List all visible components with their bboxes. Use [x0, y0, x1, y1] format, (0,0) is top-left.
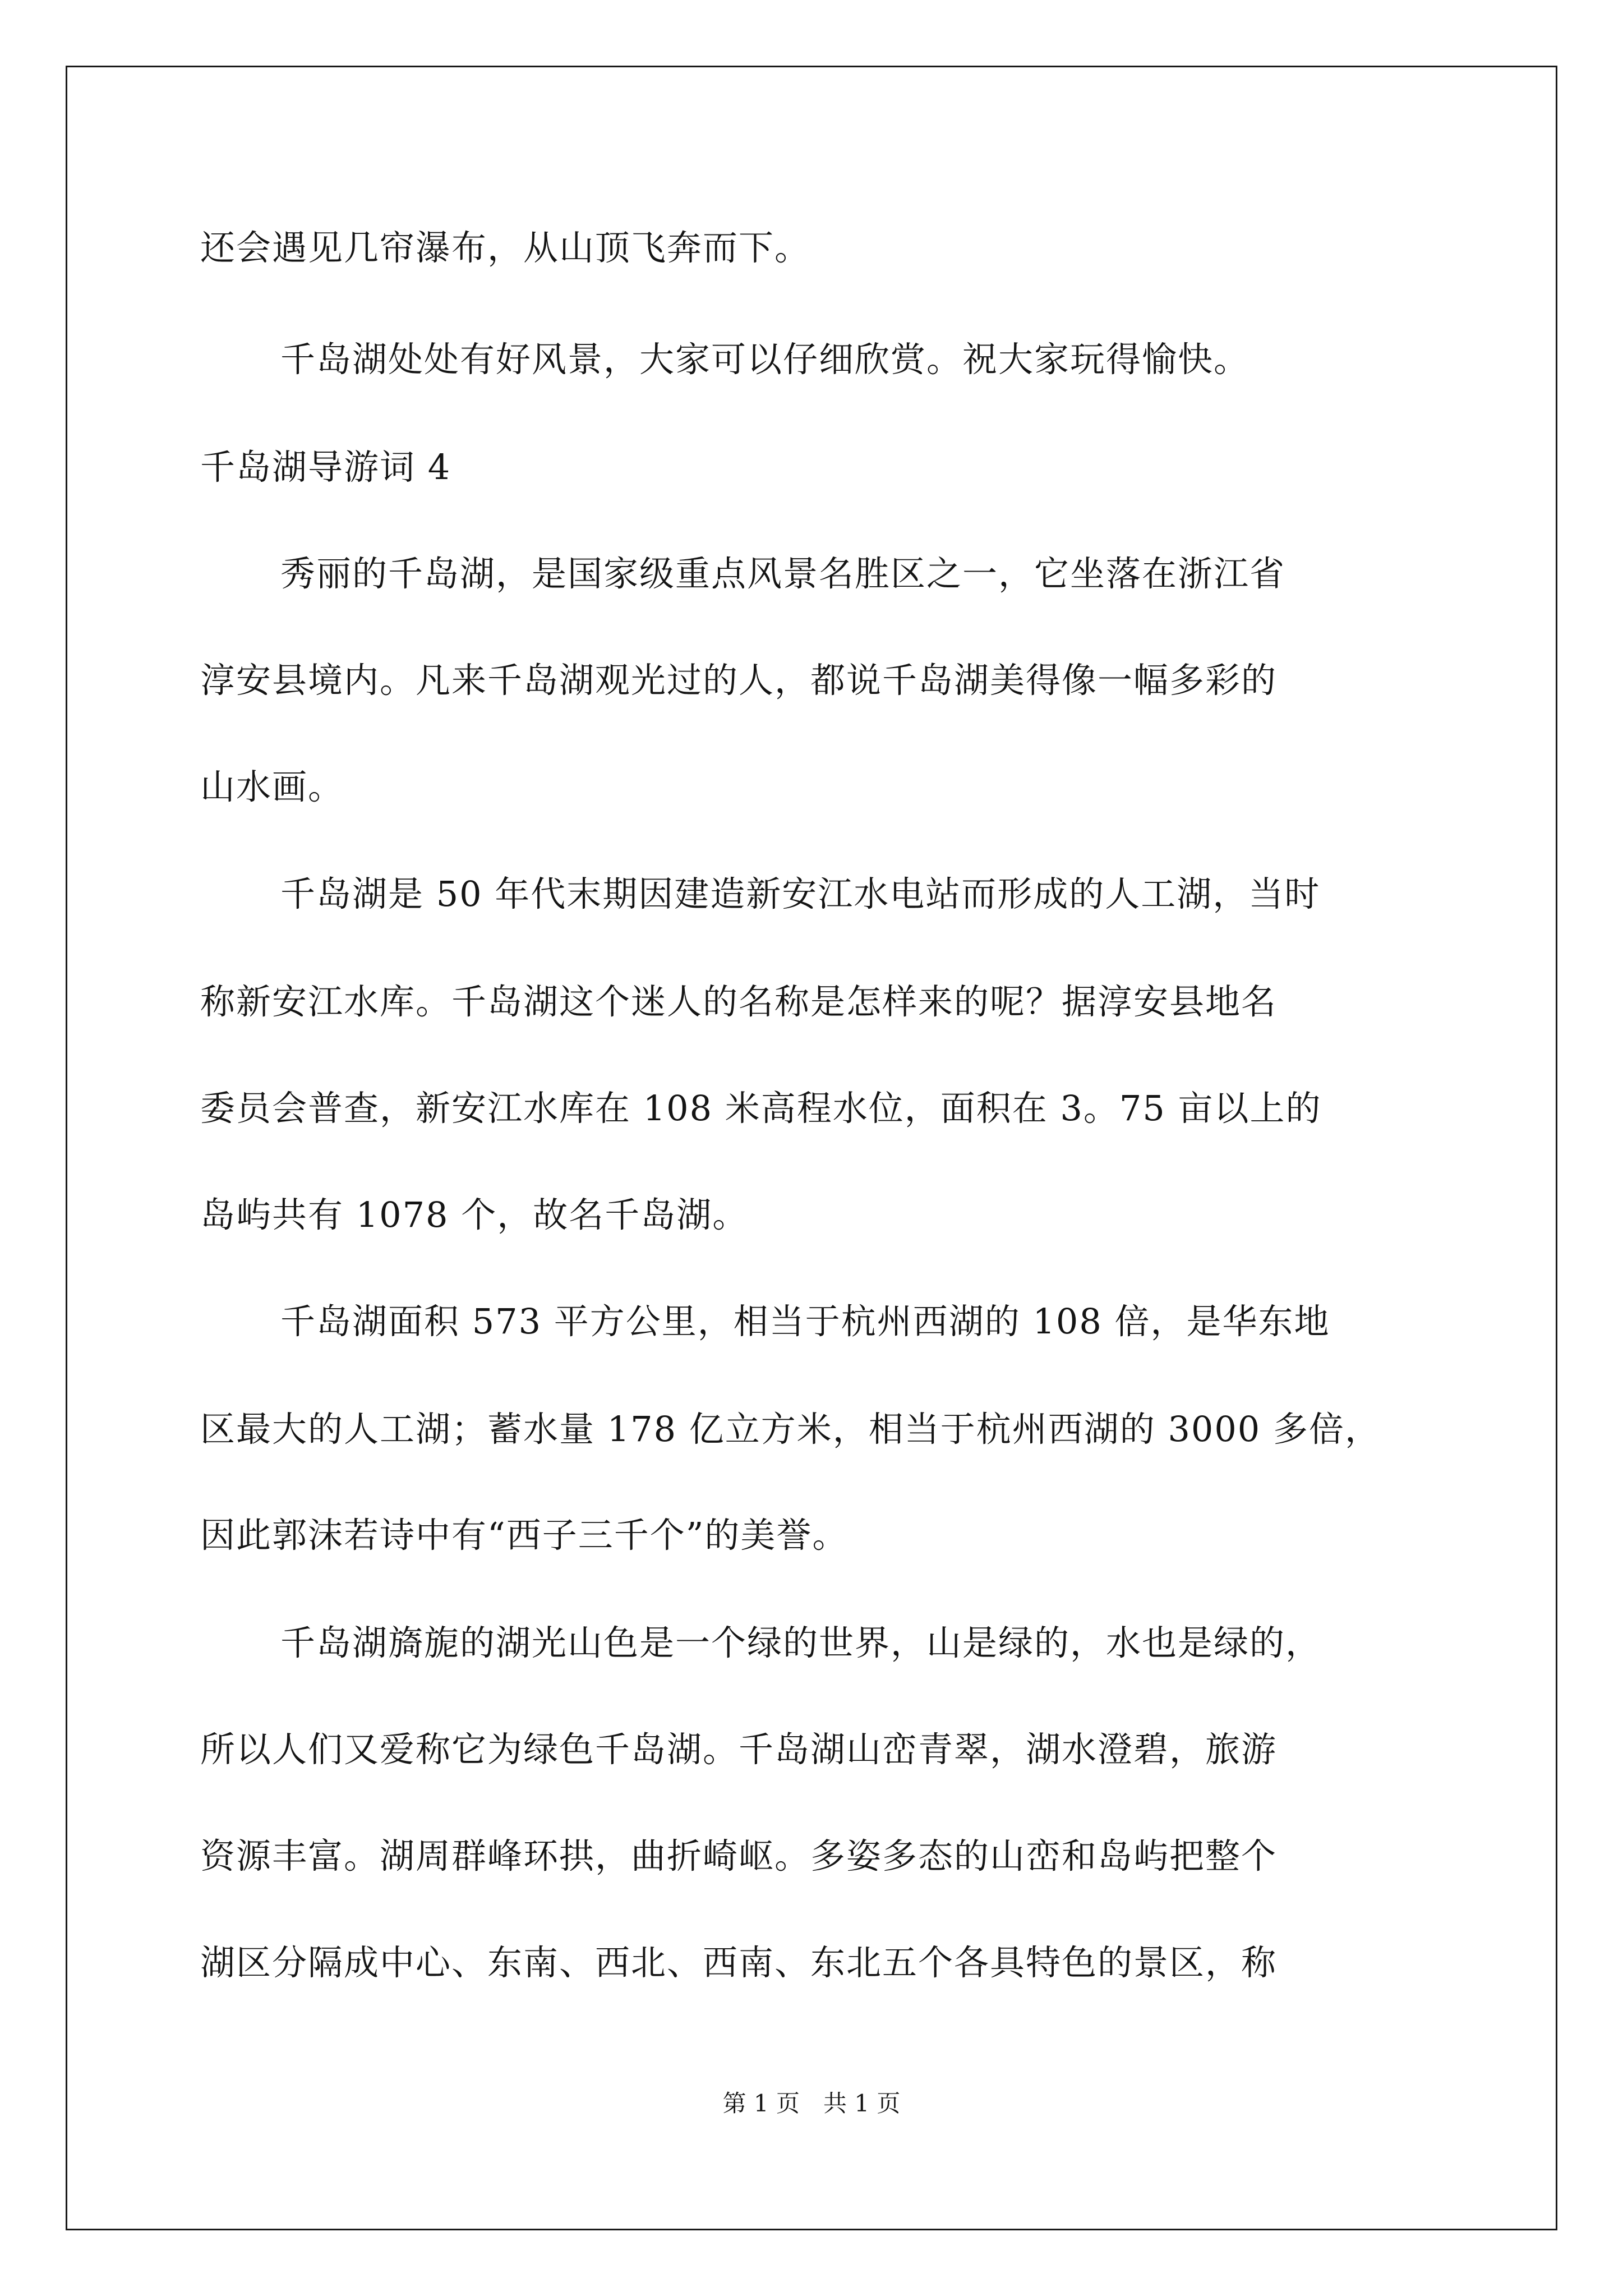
text-line: 资源丰富。湖周群峰环拱，曲折崎岖。多姿多态的山峦和岛屿把整个 [200, 1835, 1278, 1876]
text-line: 千岛湖面积 573 平方公里，相当于杭州西湖的 108 倍，是华东地 [280, 1301, 1330, 1342]
text-line: 山水画。 [200, 766, 344, 807]
text-line: 千岛湖旖旎的湖光山色是一个绿的世界，山是绿的，水也是绿的， [280, 1622, 1322, 1663]
page-border [66, 66, 1557, 2230]
text-line: 还会遇见几帘瀑布，从山顶飞奔而下。 [200, 227, 811, 268]
page-footer: 第 1 页 共 1 页 [722, 2090, 901, 2117]
text-line: 秀丽的千岛湖，是国家级重点风景名胜区之一，它坐落在浙江省 [280, 553, 1286, 594]
section-heading: 千岛湖导游词 4 [200, 447, 451, 487]
text-line: 湖区分隔成中心、东南、西北、西南、东北五个各具特色的景区，称 [200, 1942, 1278, 1983]
text-line: 千岛湖是 50 年代末期因建造新安江水电站而形成的人工湖，当时 [280, 873, 1321, 914]
text-line: 称新安江水库。千岛湖这个迷人的名称是怎样来的呢？据淳安县地名 [200, 981, 1278, 1022]
text-line: 区最大的人工湖；蓄水量 178 亿立方米，相当于杭州西湖的 3000 多倍， [200, 1409, 1381, 1450]
text-line: 千岛湖处处有好风景，大家可以仔细欣赏。祝大家玩得愉快。 [280, 339, 1250, 380]
text-line: 岛屿共有 1078 个，故名千岛湖。 [200, 1194, 749, 1235]
text-line: 淳安县境内。凡来千岛湖观光过的人，都说千岛湖美得像一幅多彩的 [200, 660, 1278, 701]
text-line: 委员会普查，新安江水库在 108 米高程水位，面积在 3。75 亩以上的 [200, 1088, 1322, 1129]
text-line: 所以人们又爱称它为绿色千岛湖。千岛湖山峦青翠，湖水澄碧，旅游 [200, 1729, 1278, 1770]
text-line: 因此郭沫若诗中有“西子三千个”的美誉。 [200, 1515, 849, 1556]
